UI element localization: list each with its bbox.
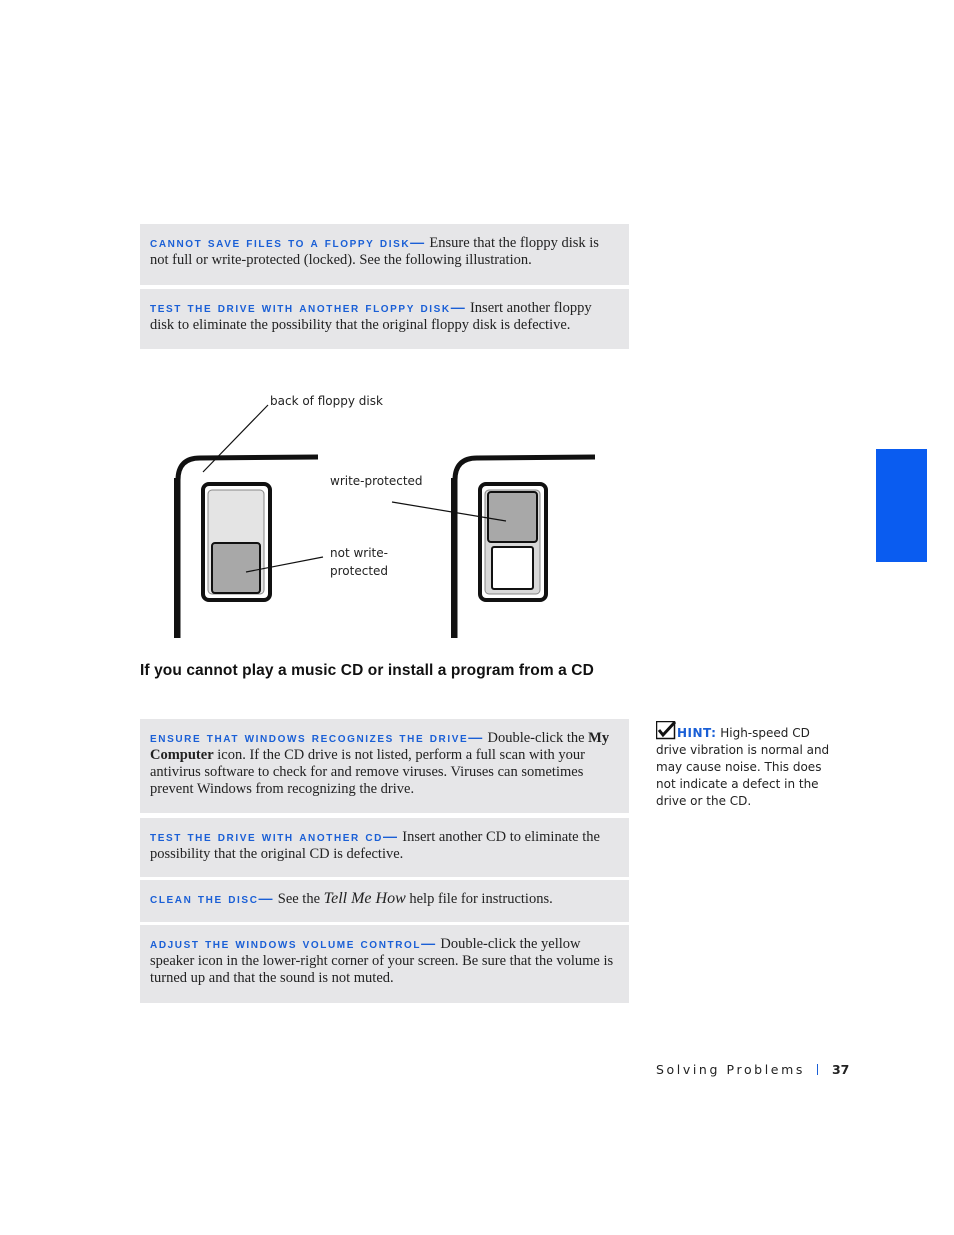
cd-item-lead: clean the disc—	[150, 890, 275, 906]
label-back-of-floppy: back of floppy disk	[270, 394, 383, 408]
footer-section-title: Solving Problems	[656, 1062, 805, 1077]
left-slider	[212, 543, 260, 593]
cd-item-volume-control	[140, 925, 629, 1003]
hint-text: High-speed CD drive vibration is normal and may cause noise. This does not indicate a defect in the drive or the CD.	[656, 726, 830, 808]
section-tab	[876, 449, 927, 562]
label-not-write-line2: protected	[330, 564, 389, 578]
right-window	[492, 547, 533, 589]
cd-item-windows-recognizes	[140, 719, 629, 813]
cd-item-lead: test the drive with another cd—	[150, 828, 399, 844]
cd-item-pre: Double-click the	[487, 730, 589, 746]
cd-item-text: Double-click the yellow speaker icon in the lower-right corner of your screen. Be sure that the volume is turned up and that the sound is not muted.	[150, 936, 614, 986]
hint-note	[656, 721, 842, 810]
label-not-write-line1: not write-	[330, 546, 388, 560]
cd-item-italic: Tell Me How	[323, 890, 406, 907]
cd-item-text: help file for instructions.	[405, 891, 553, 907]
footer-separator	[817, 1064, 818, 1075]
cd-item-test-drive	[140, 818, 629, 877]
page-footer	[656, 1062, 849, 1077]
floppy-item-text: Insert another floppy disk to eliminate the possibility that the original floppy disk is defective.	[150, 300, 592, 333]
cd-item-lead: ensure that windows recognizes the drive—	[150, 729, 484, 745]
cd-item-text: Insert another CD to eliminate the possibility that the original CD is defective.	[150, 829, 600, 862]
hint-label: HINT:	[677, 726, 717, 740]
floppy-item-lead: test the drive with another floppy disk—	[150, 299, 467, 315]
right-slider	[488, 492, 537, 542]
cd-item-pre: See the	[277, 891, 324, 907]
floppy-item-text: Ensure that the floppy disk is not full or write-protected (locked). See the following illustration.	[150, 235, 599, 268]
floppy-item-lead: cannot save files to a floppy disk—	[150, 234, 426, 250]
leader-back-of-disk	[203, 405, 268, 472]
hint-check-icon	[656, 721, 677, 740]
label-write-protected: write-protected	[330, 474, 423, 488]
cd-item-clean-disc	[140, 880, 629, 922]
page-number: 37	[831, 1062, 850, 1077]
cd-section-heading: If you cannot play a music CD or install a program from a CD	[140, 662, 594, 679]
cd-item-bold: My Computer	[150, 730, 610, 763]
cd-item-lead: adjust the windows volume control—	[150, 935, 437, 951]
cd-item-text: icon. If the CD drive is not listed, perform a full scan with your antivirus software to check for and remove viruses. Viruses can sometimes prevent Windows from recognizing the drive.	[150, 747, 585, 797]
